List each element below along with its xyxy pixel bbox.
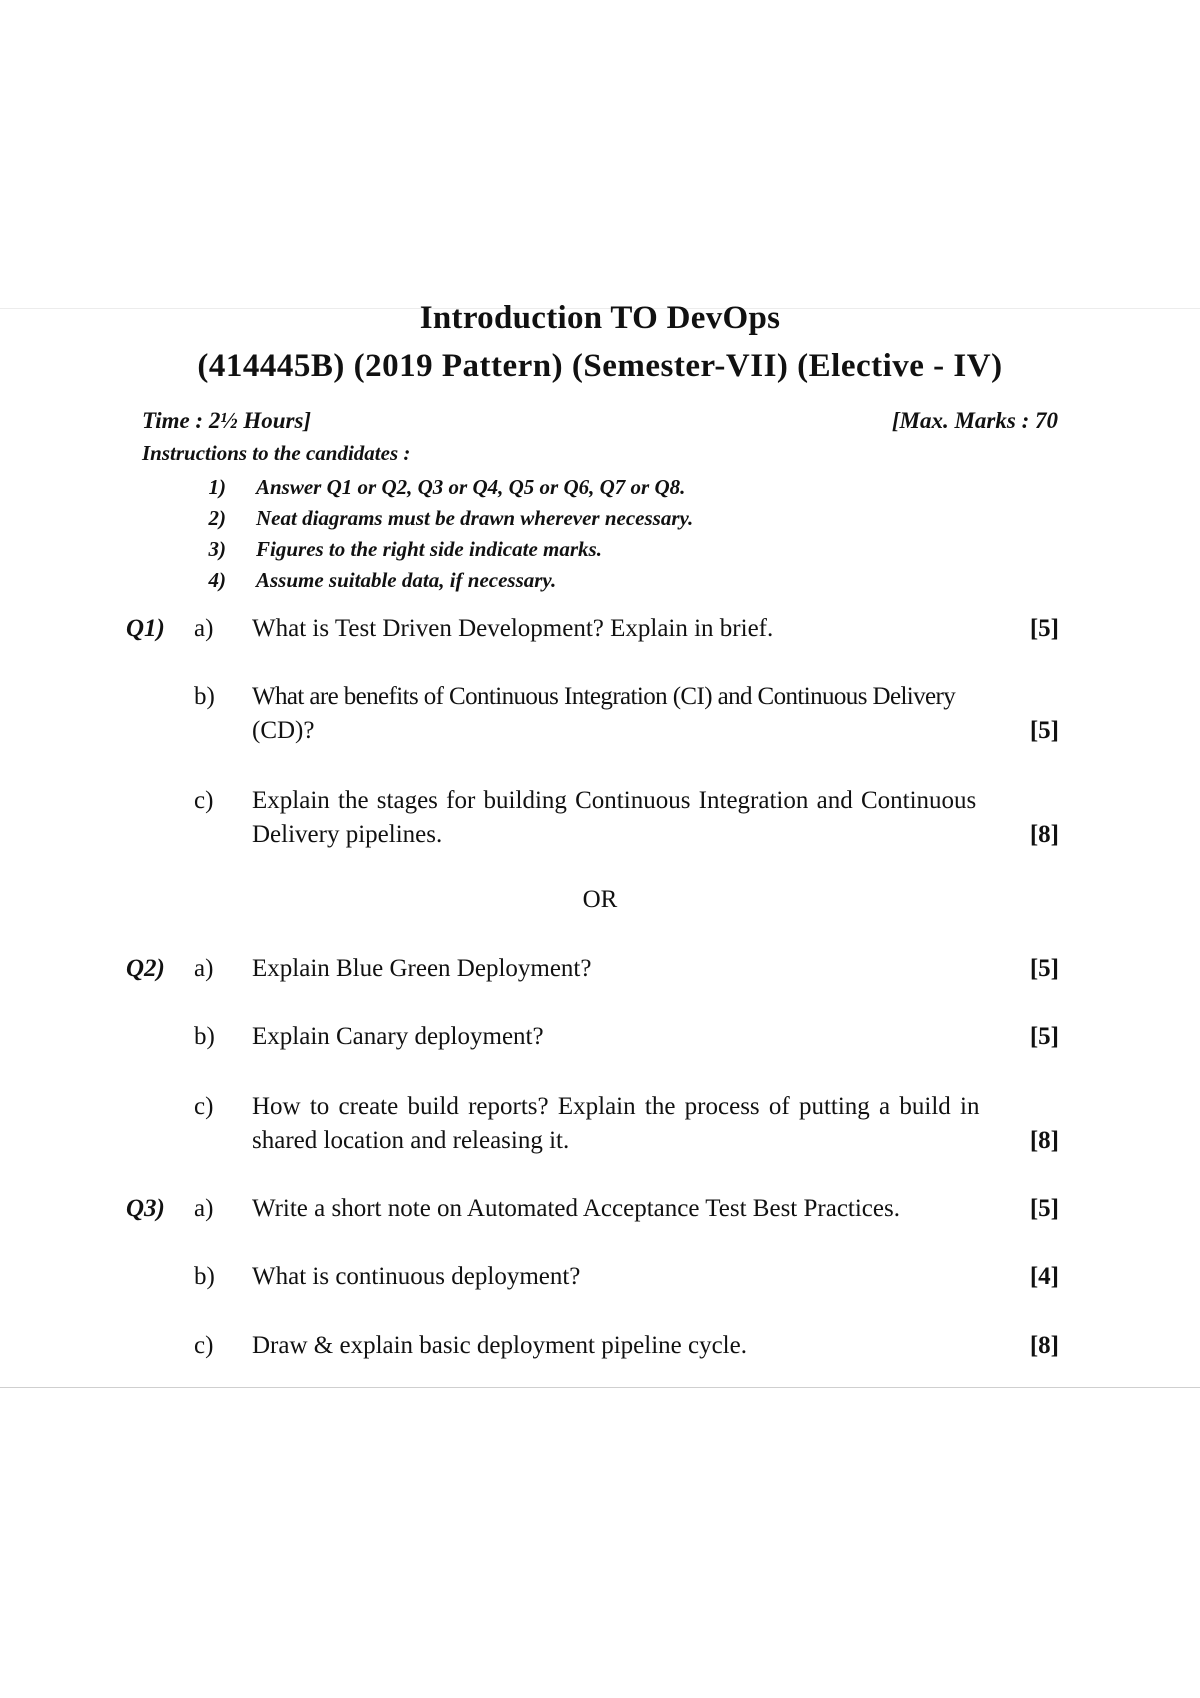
question-number: Q1) [126,615,165,642]
paper-subtitle: (414445B) (2019 Pattern) (Semester-VII) (Elective - IV) [197,348,1003,384]
instruction-number: 4) [208,568,226,592]
question-text-line1: What are benefits of Continuous Integration (CI) and Continuous Delivery [252,683,956,710]
instruction-text: Neat diagrams must be drawn wherever necessary. [256,506,694,530]
question-text: What is continuous deployment? [252,1263,581,1290]
marks: [5] [1029,1023,1059,1050]
question-text-line1: Explain the stages for building Continuous Integration and Continuous [252,787,977,814]
part-label: c) [194,787,214,814]
instruction-number: 1) [208,475,226,499]
question-text-line1: How to create build reports? Explain the process of putting a build in [252,1093,980,1120]
part-label: b) [194,1263,215,1290]
part-label: b) [194,1023,215,1050]
question-text: Explain Canary deployment? [252,1023,544,1050]
part-label: a) [194,1195,214,1222]
question-text-line2: Delivery pipelines. [252,821,443,848]
instruction-text: Answer Q1 or Q2, Q3 or Q4, Q5 or Q6, Q7 or Q8. [256,475,686,499]
question-text-line2: (CD)? [252,717,315,744]
or-separator: OR [582,886,618,913]
bottom-divider [0,1387,1200,1388]
time-allowed: Time : 2½ Hours] [142,408,312,433]
part-label: a) [194,615,214,642]
instruction-number: 3) [208,537,226,561]
marks: [5] [1029,1195,1059,1222]
part-label: a) [194,955,214,982]
marks: [8] [1029,821,1059,848]
paper-title: Introduction TO DevOps [419,300,781,336]
question-number: Q2) [126,955,165,982]
instruction-text: Figures to the right side indicate marks. [256,537,602,561]
instructions-heading: Instructions to the candidates : [142,441,411,465]
marks: [5] [1029,615,1059,642]
marks: [5] [1029,955,1059,982]
marks: [5] [1029,717,1059,744]
question-text: What is Test Driven Development? Explain in brief. [252,615,774,642]
instruction-text: Assume suitable data, if necessary. [256,568,557,592]
question-number: Q3) [126,1195,165,1222]
marks: [8] [1029,1127,1059,1154]
question-text: Write a short note on Automated Acceptance Test Best Practices. [252,1195,900,1222]
question-text-line2: shared location and releasing it. [252,1127,570,1154]
question-text: Explain Blue Green Deployment? [252,955,592,982]
question-text: Draw & explain basic deployment pipeline cycle. [252,1332,747,1359]
part-label: b) [194,683,215,710]
instruction-number: 2) [208,506,226,530]
part-label: c) [194,1332,214,1359]
marks: [8] [1029,1332,1059,1359]
marks: [4] [1029,1263,1059,1290]
part-label: c) [194,1093,214,1120]
max-marks: [Max. Marks : 70 [891,408,1058,433]
